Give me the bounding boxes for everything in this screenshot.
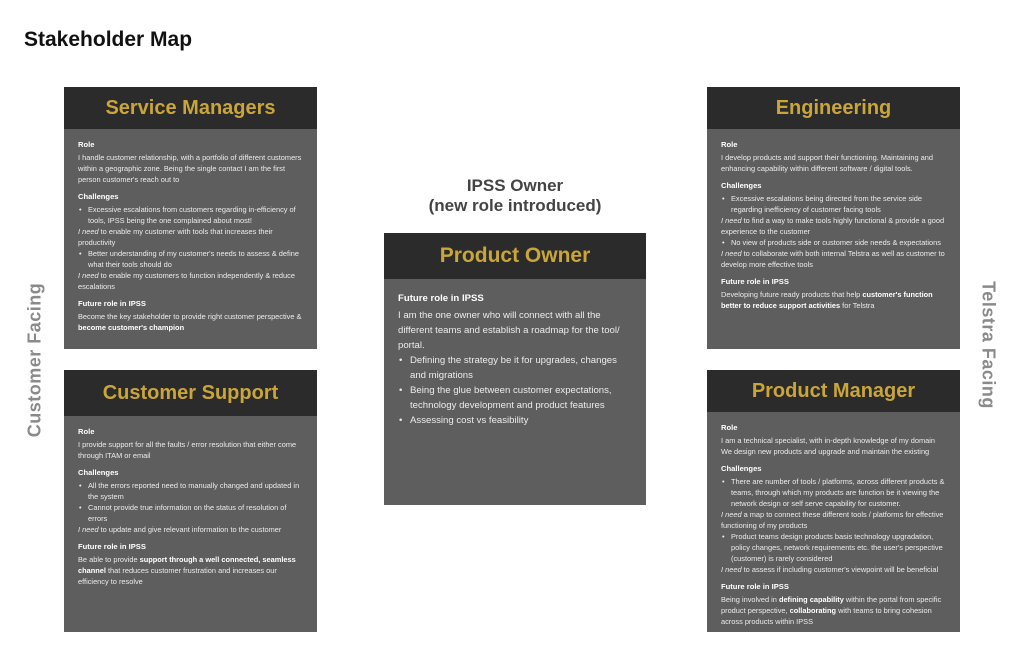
service-managers-card bbox=[64, 87, 317, 349]
challenge-bullet: • There are number of tools / platforms, across different products & teams, through which my products are function be it viewing the network design or self serve capability for customer. bbox=[721, 476, 946, 509]
future-highlight: support through a well connected, seamless channel bbox=[78, 555, 296, 575]
need-text: to collaborate with both internal Telstra as well as customer to develop more effective tools bbox=[721, 249, 945, 269]
need-statement bbox=[78, 270, 303, 292]
role-text: I develop products and support their functioning. Maintaining and enhancing capability within different software / digital tools. bbox=[721, 153, 934, 173]
challenge-bullet: • Cannot provide true information on the status of resolution of errors bbox=[78, 502, 303, 524]
challenges-title: Challenges bbox=[78, 468, 119, 477]
ipss-owner-heading bbox=[384, 176, 646, 216]
product-owner-bullet: • Assessing cost vs feasibility bbox=[398, 413, 632, 428]
need-statement bbox=[721, 215, 946, 237]
future-highlight: become customer's champion bbox=[78, 323, 185, 332]
need-text: to enable my customers to function independently & reduce escalations bbox=[78, 271, 295, 291]
challenge-bullet: • Excessive escalations from customers regarding in-efficiency of tools, IPSS being the one complained about most! bbox=[78, 204, 303, 226]
future-role-text: I am the one owner who will connect with all the different teams and establish a roadmap for the tool/ portal. bbox=[398, 310, 620, 351]
future-role-title: Future role in IPSS bbox=[78, 542, 146, 551]
challenges-title: Challenges bbox=[721, 464, 762, 473]
product-manager-title: Product Manager bbox=[707, 370, 960, 412]
future-role-text bbox=[78, 554, 303, 587]
future-role-title: Future role in IPSS bbox=[78, 299, 146, 308]
need-label: I need bbox=[78, 271, 99, 280]
future-text: Being involved in bbox=[721, 595, 779, 604]
need-text: to update and give relevant information to the customer bbox=[98, 525, 282, 534]
need-label: I need bbox=[721, 565, 742, 574]
need-statement bbox=[78, 524, 303, 535]
future-text: within the portal from specific product perspective, bbox=[721, 595, 942, 615]
future-role-title: Future role in IPSS bbox=[721, 582, 789, 591]
future-role-title: Future role in IPSS bbox=[721, 277, 789, 286]
product-owner-card bbox=[384, 233, 646, 505]
future-role-title: Future role in IPSS bbox=[398, 293, 484, 304]
future-role-text bbox=[721, 594, 946, 627]
product-manager-body bbox=[707, 412, 960, 635]
future-text: with teams to bring cohesion across products within IPSS bbox=[721, 606, 932, 626]
challenges-title: Challenges bbox=[78, 192, 119, 201]
ipss-owner-heading-line1: IPSS Owner bbox=[466, 176, 564, 195]
role-title: Role bbox=[721, 140, 738, 149]
role-title: Role bbox=[78, 427, 95, 436]
product-owner-bullet: • Defining the strategy be it for upgrades, changes and migrations bbox=[398, 353, 632, 383]
engineering-body bbox=[707, 129, 960, 319]
need-text: to enable my customer with tools that increases their productivity bbox=[78, 227, 273, 247]
future-highlight: customer's function better to reduce support activities bbox=[721, 290, 933, 310]
engineering-title: Engineering bbox=[707, 87, 960, 129]
product-owner-body bbox=[384, 279, 646, 436]
challenge-bullet: • Excessive escalations being directed from the service side regarding inefficiency of customer facing tools bbox=[721, 193, 946, 215]
product-manager-card bbox=[707, 370, 960, 632]
need-text: to assess if including customer's viewpoint will be beneficial bbox=[741, 565, 939, 574]
future-role-text bbox=[78, 311, 303, 333]
challenge-bullet: • All the errors reported need to manually changed and updated in the system bbox=[78, 480, 303, 502]
role-text: I provide support for all the faults / error resolution that either come through ITAM or email bbox=[78, 440, 297, 460]
challenge-bullet: • No view of products side or customer side needs & expectations bbox=[721, 237, 946, 248]
need-label: I need bbox=[78, 227, 99, 236]
customer-facing-label: Customer Facing bbox=[24, 282, 45, 438]
future-highlight: defining capability bbox=[778, 595, 844, 604]
need-statement bbox=[78, 226, 303, 248]
need-label: I need bbox=[721, 249, 742, 258]
need-label: I need bbox=[78, 525, 99, 534]
need-statement bbox=[721, 248, 946, 270]
service-managers-body bbox=[64, 129, 317, 341]
role-title: Role bbox=[721, 423, 738, 432]
customer-support-title: Customer Support bbox=[64, 370, 317, 416]
service-managers-title: Service Managers bbox=[64, 87, 317, 129]
need-text: to find a way to make tools highly functional & provide a good experience to the customer bbox=[721, 216, 945, 236]
customer-support-body bbox=[64, 416, 317, 595]
need-label: I need bbox=[721, 510, 742, 519]
need-label: I need bbox=[721, 216, 742, 225]
challenge-bullet: • Product teams design products basis technology upgradation, policy changes, network requirements etc. the user's perspective (customer) is rarely considered bbox=[721, 531, 946, 564]
future-text: for Telstra bbox=[840, 301, 875, 310]
product-owner-title: Product Owner bbox=[384, 233, 646, 279]
engineering-card bbox=[707, 87, 960, 349]
customer-support-card bbox=[64, 370, 317, 632]
role-text: I am a technical specialist, with in-depth knowledge of my domain We design new products and upgrade and maintain the existing bbox=[721, 436, 936, 456]
future-text: that reduces customer frustration and increases our efficiency to resolve bbox=[78, 566, 277, 586]
challenge-bullet: • Better understanding of my customer's needs to assess & define what their tools should do bbox=[78, 248, 303, 270]
future-text: Become the key stakeholder to provide right customer perspective & bbox=[78, 312, 302, 321]
role-text: I handle customer relationship, with a portfolio of different customers within a geographic zone. Being the single contact I am the first person customer's reach out to bbox=[78, 153, 302, 184]
future-text: Be able to provide bbox=[78, 555, 140, 564]
need-text: a map to connect these different tools / platforms for effective functioning of my products bbox=[721, 510, 944, 530]
product-owner-bullet: • Being the glue between customer expectations, technology development and product features bbox=[398, 383, 632, 413]
role-title: Role bbox=[78, 140, 95, 149]
telstra-facing-label: Telstra Facing bbox=[978, 281, 999, 409]
need-statement bbox=[721, 509, 946, 531]
future-role-text bbox=[721, 289, 946, 311]
future-text: Developing future ready products that help bbox=[721, 290, 863, 299]
challenges-title: Challenges bbox=[721, 181, 762, 190]
ipss-owner-heading-line2: (new role introduced) bbox=[428, 196, 602, 215]
page-title: Stakeholder Map bbox=[24, 28, 193, 51]
need-statement bbox=[721, 564, 946, 575]
future-highlight: collaborating bbox=[789, 606, 837, 615]
